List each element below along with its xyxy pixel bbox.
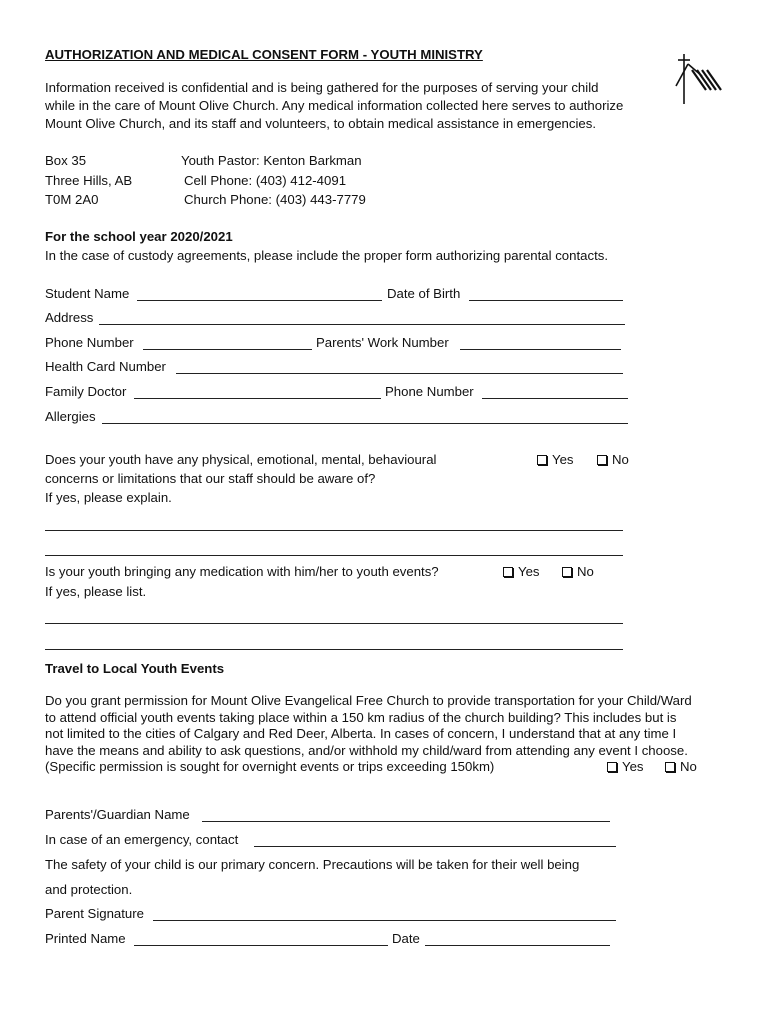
travel-yes-option[interactable] bbox=[607, 759, 644, 775]
emergency-contact-line[interactable] bbox=[254, 846, 616, 847]
church-logo bbox=[672, 50, 722, 106]
travel-line-3: not limited to the cities of Calgary and Red Deer, Alberta. In cases of concern, I understand that at any time I bbox=[45, 726, 677, 741]
travel-no-label: No bbox=[680, 759, 697, 774]
q1-line-3: If yes, please explain. bbox=[45, 490, 172, 505]
checkbox-icon[interactable] bbox=[537, 455, 547, 465]
doctor-phone-label: Phone Number bbox=[385, 384, 474, 399]
doctor-phone-line[interactable] bbox=[482, 398, 628, 399]
travel-yes-label: Yes bbox=[622, 759, 644, 774]
q2-yes-label: Yes bbox=[518, 564, 540, 579]
school-year-heading: For the school year 2020/2021 bbox=[45, 229, 233, 244]
guardian-name-label: Parents'/Guardian Name bbox=[45, 807, 190, 822]
checkbox-icon[interactable] bbox=[503, 567, 513, 577]
safety-line-2: and protection. bbox=[45, 882, 133, 897]
phone-line[interactable] bbox=[143, 349, 312, 350]
intro-line-1: Information received is confidential and is being gathered for the purposes of serving your child bbox=[45, 80, 599, 95]
phone-label: Phone Number bbox=[45, 335, 134, 350]
checkbox-icon[interactable] bbox=[562, 567, 572, 577]
guardian-name-line[interactable] bbox=[202, 821, 610, 822]
address-line-3: T0M 2A0 bbox=[45, 192, 99, 207]
q1-yes-label: Yes bbox=[552, 452, 574, 467]
student-name-line[interactable] bbox=[137, 300, 382, 301]
q2-list-line-2[interactable] bbox=[45, 649, 623, 650]
intro-line-2: while in the care of Mount Olive Church. Any medical information collected here serves to authorize bbox=[45, 98, 624, 113]
parent-signature-line[interactable] bbox=[153, 920, 616, 921]
date-line[interactable] bbox=[425, 945, 610, 946]
custody-note: In the case of custody agreements, please include the proper form authorizing parental contacts. bbox=[45, 248, 608, 263]
pastor-name: Youth Pastor: Kenton Barkman bbox=[181, 153, 362, 168]
dob-line[interactable] bbox=[469, 300, 623, 301]
travel-heading: Travel to Local Youth Events bbox=[45, 661, 225, 676]
checkbox-icon[interactable] bbox=[665, 762, 675, 772]
address-line[interactable] bbox=[99, 324, 625, 325]
form-title: AUTHORIZATION AND MEDICAL CONSENT FORM - YOUTH MINISTRY bbox=[45, 47, 483, 62]
health-card-label: Health Card Number bbox=[45, 359, 166, 374]
travel-line-2: to attend official youth events taking place within a 150 km radius of the church building? This includes but is bbox=[45, 710, 677, 725]
parents-work-line[interactable] bbox=[460, 349, 621, 350]
checkbox-icon[interactable] bbox=[597, 455, 607, 465]
safety-line-1: The safety of your child is our primary concern. Precautions will be taken for their well being bbox=[45, 857, 580, 872]
intro-line-3: Mount Olive Church, and its staff and volunteers, to obtain medical assistance in emergencies. bbox=[45, 116, 596, 131]
q1-no-option[interactable] bbox=[597, 452, 629, 468]
q1-line-2: concerns or limitations that our staff should be aware of? bbox=[45, 471, 376, 486]
q1-no-label: No bbox=[612, 452, 629, 467]
allergies-label: Allergies bbox=[45, 409, 96, 424]
student-name-label: Student Name bbox=[45, 286, 130, 301]
travel-line-1: Do you grant permission for Mount Olive Evangelical Free Church to provide transportation for your Child/Ward bbox=[45, 693, 692, 708]
emergency-contact-label: In case of an emergency, contact bbox=[45, 832, 239, 847]
q2-no-option[interactable] bbox=[562, 564, 594, 580]
travel-no-option[interactable] bbox=[665, 759, 697, 775]
parent-signature-label: Parent Signature bbox=[45, 906, 144, 921]
allergies-line[interactable] bbox=[102, 423, 628, 424]
address-line-1: Box 35 bbox=[45, 153, 87, 168]
cell-phone: Cell Phone: (403) 412-4091 bbox=[184, 173, 347, 188]
q1-line-1: Does your youth have any physical, emotional, mental, behavioural bbox=[45, 452, 437, 467]
address-label: Address bbox=[45, 310, 94, 325]
q1-explain-line-2[interactable] bbox=[45, 555, 623, 556]
q2-list-line-1[interactable] bbox=[45, 623, 623, 624]
printed-name-line[interactable] bbox=[134, 945, 388, 946]
q2-no-label: No bbox=[577, 564, 594, 579]
checkbox-icon[interactable] bbox=[607, 762, 617, 772]
dob-label: Date of Birth bbox=[387, 286, 461, 301]
date-label: Date bbox=[392, 931, 420, 946]
address-line-2: Three Hills, AB bbox=[45, 173, 133, 188]
health-card-line[interactable] bbox=[176, 373, 623, 374]
travel-line-5: (Specific permission is sought for overnight events or trips exceeding 150km) bbox=[45, 759, 495, 774]
travel-line-4: have the means and ability to ask questions, and/or withhold my child/ward from attending any event I choose. bbox=[45, 743, 688, 758]
church-phone: Church Phone: (403) 443-7779 bbox=[184, 192, 366, 207]
q2-line-1: Is your youth bringing any medication with him/her to youth events? bbox=[45, 564, 439, 579]
q2-line-2: If yes, please list. bbox=[45, 584, 147, 599]
q1-explain-line-1[interactable] bbox=[45, 530, 623, 531]
family-doctor-line[interactable] bbox=[134, 398, 381, 399]
parents-work-label: Parents' Work Number bbox=[316, 335, 449, 350]
printed-name-label: Printed Name bbox=[45, 931, 126, 946]
q1-yes-option[interactable] bbox=[537, 452, 574, 468]
family-doctor-label: Family Doctor bbox=[45, 384, 127, 399]
q2-yes-option[interactable] bbox=[503, 564, 540, 580]
